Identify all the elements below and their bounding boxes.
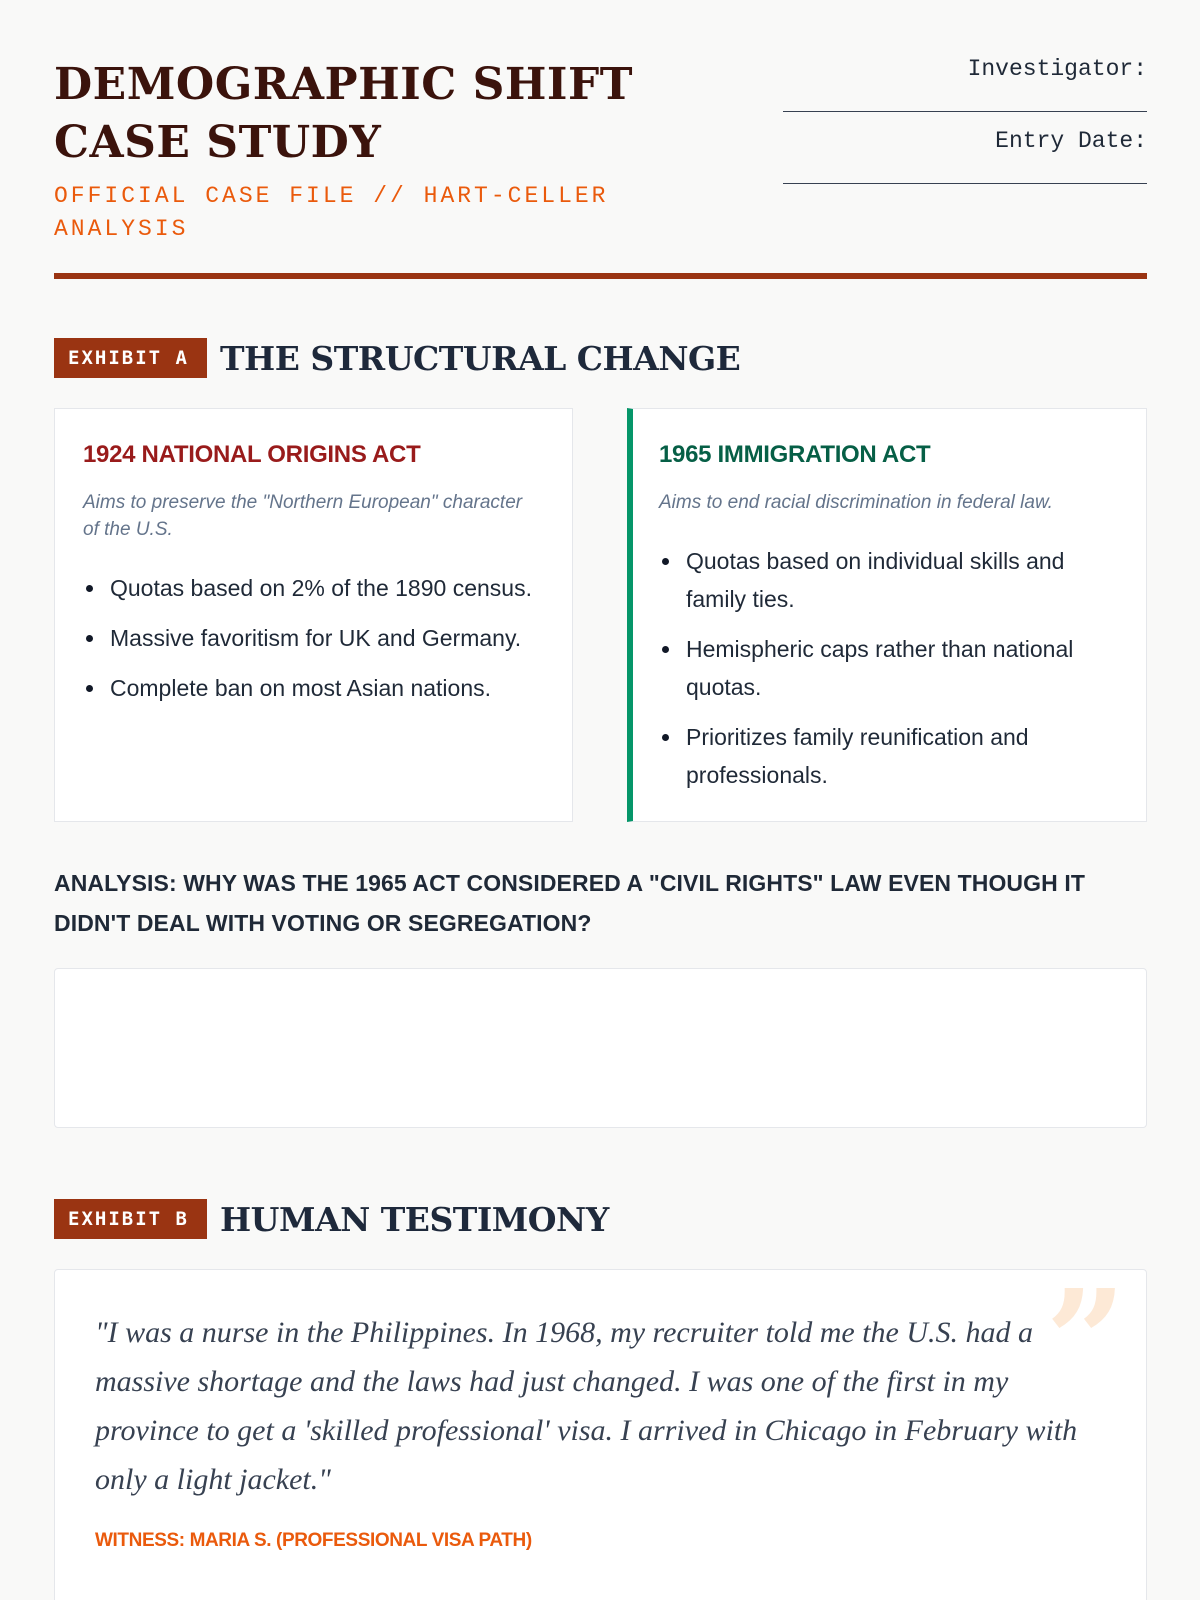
card-1965-act bbox=[627, 408, 1147, 822]
header-divider bbox=[54, 273, 1147, 279]
analysis-question: ANALYSIS: WHY WAS THE 1965 ACT CONSIDERED A "CIVIL RIGHTS" LAW EVEN THOUGH IT DIDN'T DEAL WITH VOTING OR SEGREGATION? bbox=[54, 870, 1085, 936]
exhibit-a-heading bbox=[54, 338, 740, 378]
entry-date-line[interactable] bbox=[783, 183, 1147, 184]
card-1965-aim: Aims to end racial discrimination in federal law. bbox=[659, 492, 1053, 513]
list-item: Complete ban on most Asian nations. bbox=[83, 669, 548, 707]
investigator-line[interactable] bbox=[783, 111, 1147, 112]
card-1965-list bbox=[659, 542, 1122, 806]
exhibit-b-tag: EXHIBIT B bbox=[54, 1199, 207, 1239]
exhibit-b-heading bbox=[54, 1199, 609, 1239]
exhibit-a-tag: EXHIBIT A bbox=[54, 338, 207, 378]
card-1924-act bbox=[54, 408, 573, 822]
list-item: Prioritizes family reunification and professionals. bbox=[659, 718, 1122, 794]
page-subtitle: OFFICIAL CASE FILE // HART-CELLER ANALYSIS bbox=[54, 183, 609, 242]
exhibit-a-title: THE STRUCTURAL CHANGE bbox=[220, 338, 741, 378]
worksheet-page bbox=[54, 0, 1147, 1551]
exhibit-b-title: HUMAN TESTIMONY bbox=[220, 1199, 609, 1239]
testimony-card bbox=[54, 1260, 1147, 1600]
investigator-field[interactable] bbox=[783, 54, 1147, 126]
list-item: Hemispheric caps rather than national quotas. bbox=[659, 630, 1122, 706]
card-1965-heading: 1965 IMMIGRATION ACT bbox=[659, 441, 931, 468]
list-item: Quotas based on 2% of the 1890 census. bbox=[83, 569, 548, 607]
investigator-label: Investigator: bbox=[967, 56, 1147, 82]
quote-mark-icon: ” bbox=[1045, 1260, 1126, 1424]
card-1924-heading: 1924 NATIONAL ORIGINS ACT bbox=[83, 441, 421, 468]
testimony-quote: "I was a nurse in the Philippines. In 1968, my recruiter told me the U.S. had a massive shortage and the laws had just changed. I was one of the first in my province to get a 'skilled professional' visa. I arrived in Chicago in February with only a light jacket." bbox=[95, 1316, 1078, 1496]
testimony-witness: WITNESS: MARIA S. (PROFESSIONAL VISA PATH) bbox=[95, 1530, 532, 1551]
meta-fields bbox=[783, 54, 1147, 198]
page-title: DEMOGRAPHIC SHIFT CASE STUDY bbox=[54, 59, 633, 168]
list-item: Quotas based on individual skills and family ties. bbox=[659, 542, 1122, 618]
analysis-answer-box[interactable] bbox=[54, 968, 1147, 1128]
card-1924-aim: Aims to preserve the "Northern European" character of the U.S. bbox=[83, 492, 523, 540]
card-1924-list bbox=[83, 569, 548, 719]
entry-date-field[interactable] bbox=[783, 126, 1147, 198]
list-item: Massive favoritism for UK and Germany. bbox=[83, 619, 548, 657]
header bbox=[54, 0, 1147, 282]
entry-date-label: Entry Date: bbox=[995, 128, 1147, 154]
